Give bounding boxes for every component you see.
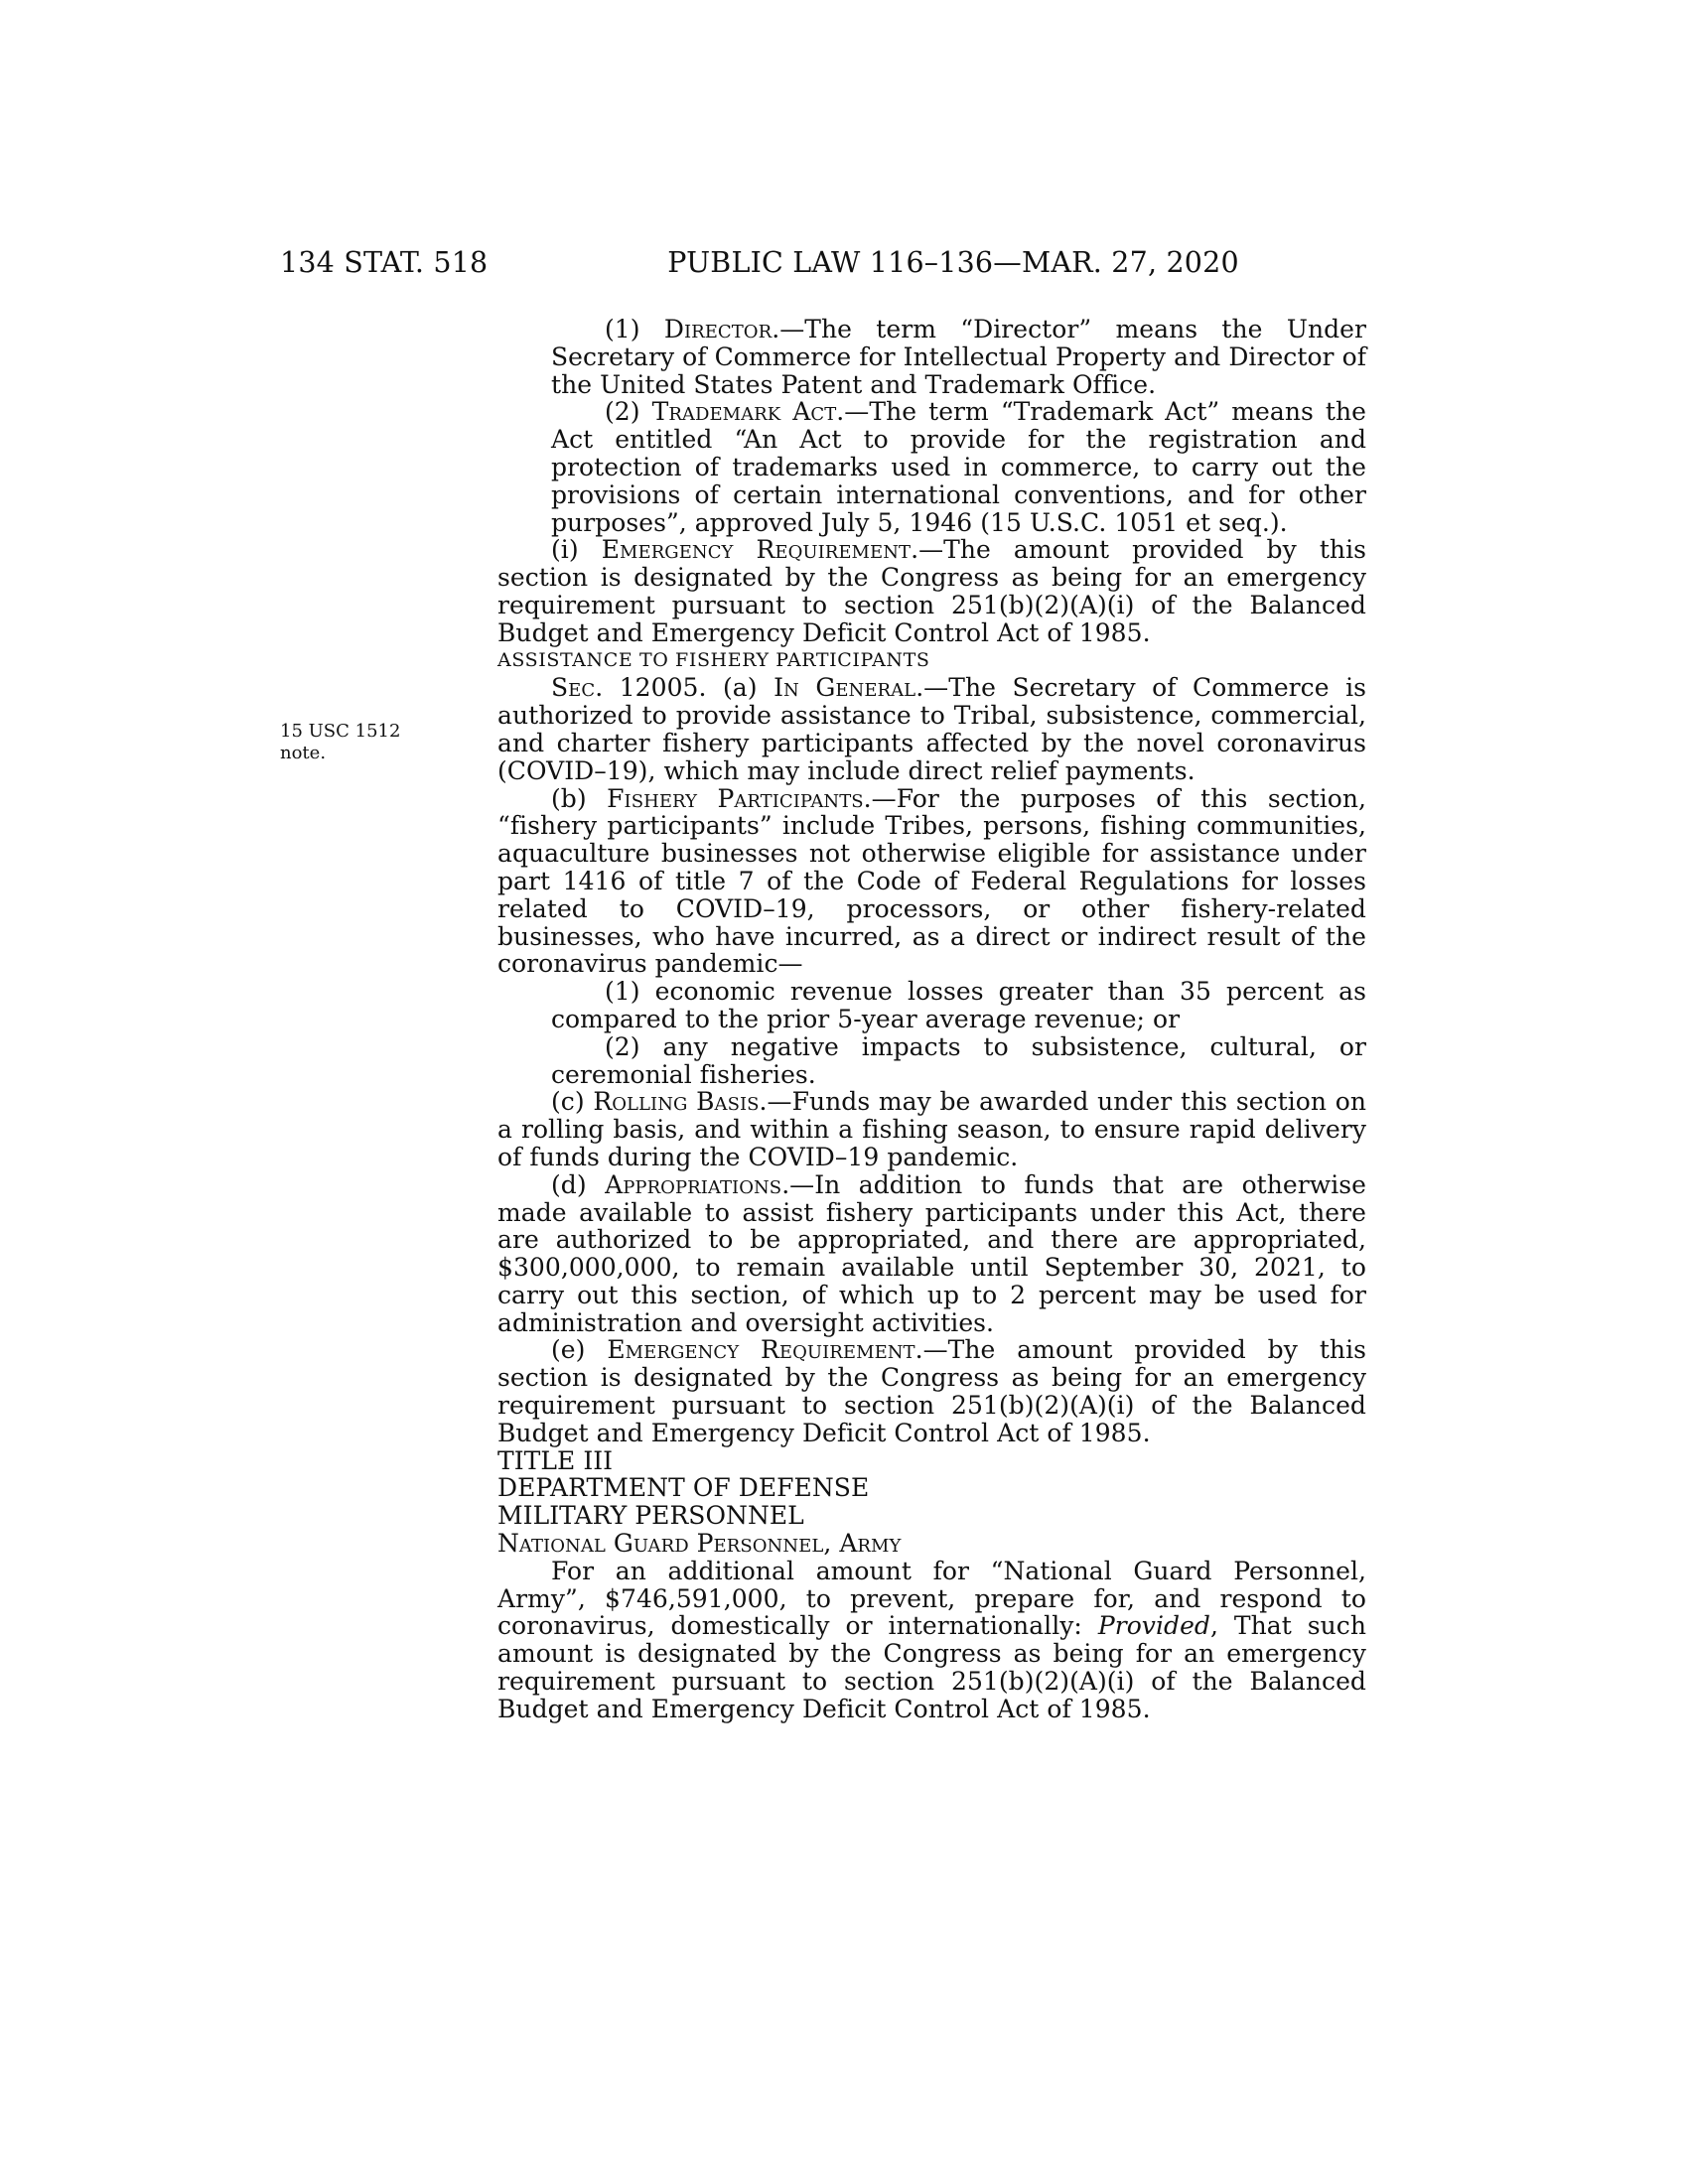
sec-12005-b-1: (1) economic revenue losses greater than 35 percent as compared to the prior 5-year average revenue; or [551, 977, 1366, 1033]
section-heading-fishery: ASSISTANCE TO FISHERY PARTICIPANTS [497, 648, 930, 671]
account-heading: National Guard Personnel, Army [497, 1529, 902, 1559]
paragraph-heading: In General [774, 673, 916, 703]
paragraph-heading: Rolling Basis [593, 1087, 760, 1117]
paragraph-heading: Trademark Act [651, 397, 837, 427]
subheading-military-personnel: MILITARY PERSONNEL [497, 1501, 804, 1531]
law-title: PUBLIC LAW 116–136—MAR. 27, 2020 [667, 246, 1239, 279]
paragraph-label: (1) [605, 315, 664, 343]
section-label: Sec. [551, 673, 604, 703]
paragraph-text: .—The term “Director” means the Under Secretary of Commerce for Intellectual Property and Director of the United States Patent and Trademark Office. [551, 315, 1366, 399]
sec-12005-c [497, 1088, 1366, 1170]
paragraph-text: , That such amount is designated by the Congress as being for an emergency requirement pursuant to section 251(b)(2)(A)(i) of the Balanced Budget and Emergency Deficit Control Act of 1985. [497, 1611, 1367, 1723]
paragraph-heading: Emergency Requirement [601, 535, 912, 565]
paragraph-label: (e) [551, 1335, 608, 1365]
sec-12005-a [497, 674, 1366, 784]
paragraph-text: For an additional amount for “National Guard Personnel, Army”, $746,591,000, to prevent, prepare for, and respond to coronavirus, domestically or internationally: [497, 1556, 1366, 1641]
paragraph-text: .—For the purposes of this section, “fishery participants” include Tribes, persons, fishing communities, aquaculture businesses not otherwise eligible for assistance under part 1416 of title 7 of the Code of Federal Regulations for losses related to COVID–19, processors, or other fishery-related businesses, who have incurred, as a direct or indirect result of the coronavirus pandemic— [497, 783, 1366, 979]
margin-citation: 15 USC 1512 note. [280, 721, 401, 763]
paragraph-label: (2) [605, 397, 652, 427]
sec-12005-b-2: (2) any negative impacts to subsistence, cultural, or ceremonial fisheries. [551, 1031, 1366, 1089]
paragraph-label: (c) [551, 1087, 594, 1117]
proviso-italic: Provided [1097, 1611, 1210, 1641]
department-heading: DEPARTMENT OF DEFENSE [497, 1473, 870, 1503]
paragraph-text: .—The term “Trademark Act” means the Act entitled “An Act to provide for the registration and protection of trademarks used in commerce, to carry out the provisions of certain international conventions, and for other purposes”, approved July 5, 1946 (15 U.S.C. 1051 et seq.). [551, 397, 1366, 537]
paragraph-text: .—The amount provided by this section is designated by the Congress as being for an emergency requirement pursuant to section 251(b)(2)(A)(i) of the Balanced Budget and Emergency Deficit Control Act of 1985. [497, 1335, 1366, 1447]
section-number: 12005. (a) [603, 673, 774, 703]
document-body [497, 316, 1366, 1723]
paragraph-heading: Emergency Requirement [607, 1335, 915, 1365]
paragraph-text: .—The Secretary of Commerce is authorized to provide assistance to Tribal, subsistence, commercial, and charter fishery participants affected by the novel coronavirus (COVID–19), which may include direct relief payments. [497, 673, 1367, 785]
title-heading: TITLE III [497, 1445, 614, 1475]
paragraph-label: (b) [551, 783, 608, 813]
appropriation-paragraph [497, 1558, 1366, 1723]
definition-director [497, 316, 1366, 398]
sec-12005-b [497, 785, 1366, 979]
definition-trademark-act [497, 398, 1366, 536]
page-header [280, 246, 1368, 286]
paragraph-heading: Director [663, 315, 773, 343]
paragraph-label: (i) [551, 535, 602, 565]
paragraph-text: .—In addition to funds that are otherwise made available to assist fishery participants under this Act, there are authorized to be appropriated, and there are appropriated, $300,000,000, to remain available until September 30, 2021, to carry out this section, of which up to 2 percent may be used for administration and oversight activities. [497, 1169, 1366, 1337]
stat-page-number: 134 STAT. 518 [280, 246, 489, 279]
paragraph-label: (d) [551, 1169, 606, 1199]
sec-12005-e [497, 1336, 1366, 1446]
paragraph-heading: Fishery Participants [607, 783, 864, 813]
sec-12005-d [497, 1171, 1366, 1337]
emergency-requirement-i [497, 536, 1366, 646]
paragraph-heading: Appropriations [605, 1169, 782, 1199]
paragraph-text: .—The amount provided by this section is designated by the Congress as being for an emergency requirement pursuant to section 251(b)(2)(A)(i) of the Balanced Budget and Emergency Deficit Control Act of 1985. [497, 535, 1367, 647]
paragraph-text: .—Funds may be awarded under this section on a rolling basis, and within a fishing season, to ensure rapid delivery of funds during the COVID–19 pandemic. [497, 1087, 1366, 1171]
